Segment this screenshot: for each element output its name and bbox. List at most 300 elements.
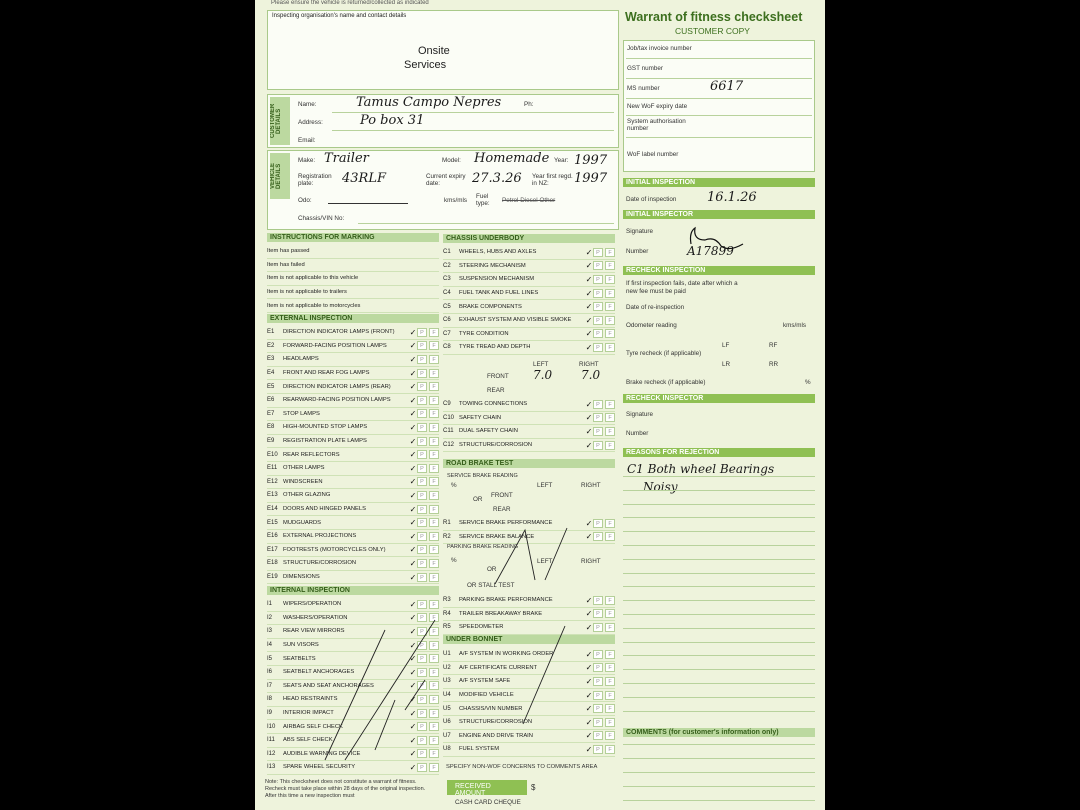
pass-fail-boxes[interactable] bbox=[593, 596, 615, 605]
item-label: SEATBELTS bbox=[283, 655, 316, 662]
check-row-e11 bbox=[267, 462, 439, 476]
pass-box[interactable]: P bbox=[417, 736, 427, 745]
check-row-e10 bbox=[267, 448, 439, 462]
item-label: HEAD RESTRAINTS bbox=[283, 696, 338, 703]
pass-tick-icon: ✓ bbox=[409, 327, 417, 337]
item-label: FUEL TANK AND FUEL LINES bbox=[459, 290, 539, 297]
fail-box[interactable]: F bbox=[605, 427, 615, 436]
pass-box[interactable]: P bbox=[417, 641, 427, 650]
pass-box[interactable]: P bbox=[417, 409, 427, 418]
fail-box[interactable]: F bbox=[429, 641, 439, 650]
pass-box[interactable]: P bbox=[593, 704, 603, 713]
pass-tick-icon: ✓ bbox=[409, 463, 417, 473]
fail-box[interactable]: F bbox=[429, 532, 439, 541]
fail-box[interactable]: F bbox=[605, 329, 615, 338]
pass-box[interactable]: P bbox=[417, 709, 427, 718]
item-label: DIRECTION INDICATOR LAMPS (REAR) bbox=[283, 383, 391, 390]
check-row-c9 bbox=[443, 398, 615, 412]
pass-box[interactable]: P bbox=[593, 596, 603, 605]
fail-box[interactable]: F bbox=[429, 355, 439, 364]
pass-box[interactable]: P bbox=[417, 722, 427, 731]
pass-box[interactable]: P bbox=[417, 573, 427, 582]
pass-fail-boxes[interactable] bbox=[417, 437, 439, 446]
pass-tick-icon: ✓ bbox=[409, 735, 417, 745]
item-label: SPARE WHEEL SECURITY bbox=[283, 764, 356, 771]
wof-checksheet bbox=[255, 0, 825, 810]
item-code: I12 bbox=[267, 750, 276, 757]
fail-box[interactable]: F bbox=[605, 677, 615, 686]
pass-fail-boxes[interactable] bbox=[593, 427, 615, 436]
ms-label: MS number bbox=[627, 85, 660, 92]
fail-box[interactable]: F bbox=[605, 650, 615, 659]
pass-box[interactable]: P bbox=[417, 396, 427, 405]
pass-box[interactable]: P bbox=[593, 677, 603, 686]
reasons-section: REASONS FOR REJECTION bbox=[623, 448, 815, 457]
item-code: R1 bbox=[443, 520, 451, 527]
pass-box[interactable]: P bbox=[593, 329, 603, 338]
pass-fail-boxes[interactable] bbox=[593, 400, 615, 409]
pass-fail-boxes[interactable] bbox=[593, 623, 615, 632]
firstreg-value: 1997 bbox=[574, 171, 608, 186]
fail-box[interactable]: F bbox=[429, 573, 439, 582]
item-label: WASHERS/OPERATION bbox=[283, 614, 348, 621]
date-value: 16.1.26 bbox=[707, 190, 757, 205]
pass-fail-boxes[interactable] bbox=[417, 450, 439, 459]
pass-box[interactable]: P bbox=[593, 532, 603, 541]
pass-box[interactable]: P bbox=[417, 681, 427, 690]
pass-fail-boxes[interactable] bbox=[417, 355, 439, 364]
recheck-number-label: Number bbox=[626, 430, 649, 437]
pass-fail-boxes[interactable] bbox=[417, 559, 439, 568]
pass-tick-icon: ✓ bbox=[409, 409, 417, 419]
service-left: LEFT bbox=[537, 482, 553, 489]
pass-box[interactable]: P bbox=[593, 745, 603, 754]
fail-box[interactable]: F bbox=[429, 409, 439, 418]
initial-inspector: INITIAL INSPECTOR bbox=[623, 210, 815, 219]
pass-tick-icon: ✓ bbox=[409, 626, 417, 636]
check-row-c8 bbox=[443, 341, 615, 355]
service-front: FRONT bbox=[491, 492, 513, 499]
check-row-e5 bbox=[267, 380, 439, 394]
tyre-lr: LR bbox=[722, 361, 731, 368]
pass-box[interactable]: P bbox=[417, 491, 427, 500]
item-code: E14 bbox=[267, 506, 278, 513]
pass-fail-boxes[interactable] bbox=[593, 413, 615, 422]
instruction-label: Item is not applicable to this vehicle bbox=[267, 275, 359, 282]
fail-box[interactable]: F bbox=[429, 518, 439, 527]
pass-box[interactable]: P bbox=[417, 749, 427, 758]
pass-box[interactable]: P bbox=[417, 545, 427, 554]
check-row-e14 bbox=[267, 503, 439, 517]
fail-box[interactable]: F bbox=[429, 545, 439, 554]
vehicle-details bbox=[267, 150, 619, 230]
gst-label: GST number bbox=[627, 65, 663, 72]
check-row-e13 bbox=[267, 489, 439, 503]
pass-tick-icon: ✓ bbox=[409, 341, 417, 351]
pass-box[interactable]: P bbox=[417, 382, 427, 391]
item-code: R2 bbox=[443, 533, 451, 540]
pass-tick-icon: ✓ bbox=[585, 595, 593, 605]
pass-fail-boxes[interactable] bbox=[593, 343, 615, 352]
pass-fail-boxes[interactable] bbox=[593, 704, 615, 713]
fail-box[interactable]: F bbox=[605, 441, 615, 450]
pass-fail-boxes[interactable] bbox=[417, 532, 439, 541]
item-label: TYRE TREAD AND DEPTH bbox=[459, 344, 531, 351]
pass-fail-boxes[interactable] bbox=[417, 477, 439, 486]
pass-box[interactable]: P bbox=[593, 275, 603, 284]
fail-box[interactable]: F bbox=[605, 718, 615, 727]
pass-fail-boxes[interactable] bbox=[593, 663, 615, 672]
pass-fail-boxes[interactable] bbox=[593, 248, 615, 257]
check-row-c2 bbox=[443, 260, 615, 274]
fail-box[interactable]: F bbox=[605, 289, 615, 298]
pass-box[interactable]: P bbox=[593, 623, 603, 632]
item-label: REGISTRATION PLATE LAMPS bbox=[283, 438, 367, 445]
parking-or: OR bbox=[487, 566, 497, 573]
pass-fail-boxes[interactable] bbox=[593, 718, 615, 727]
item-code: I4 bbox=[267, 642, 273, 649]
fail-box[interactable]: F bbox=[429, 328, 439, 337]
item-code: C11 bbox=[443, 428, 454, 435]
fail-box[interactable]: F bbox=[605, 400, 615, 409]
pass-box[interactable]: P bbox=[593, 261, 603, 270]
pass-fail-boxes[interactable] bbox=[593, 441, 615, 450]
fail-box[interactable]: F bbox=[429, 600, 439, 609]
job-label: Job/tax invoice number bbox=[627, 45, 692, 52]
tyre-rr: RR bbox=[769, 361, 779, 368]
pass-box[interactable]: P bbox=[417, 328, 427, 337]
fail-box[interactable]: F bbox=[429, 695, 439, 704]
pass-box[interactable]: P bbox=[593, 609, 603, 618]
pass-tick-icon: ✓ bbox=[585, 440, 593, 450]
pass-fail-boxes[interactable] bbox=[593, 289, 615, 298]
pass-box[interactable]: P bbox=[593, 519, 603, 528]
fail-box[interactable]: F bbox=[429, 341, 439, 350]
fail-box[interactable]: F bbox=[605, 596, 615, 605]
pass-box[interactable]: P bbox=[417, 464, 427, 473]
item-label: CHASSIS/VIN NUMBER bbox=[459, 705, 523, 712]
fail-box[interactable]: F bbox=[605, 316, 615, 325]
fail-box[interactable]: F bbox=[605, 248, 615, 257]
pass-box[interactable]: P bbox=[593, 302, 603, 311]
pass-box[interactable]: P bbox=[417, 341, 427, 350]
pass-box[interactable]: P bbox=[417, 532, 427, 541]
initial-section: INITIAL INSPECTION bbox=[623, 178, 815, 187]
item-label: A/F SYSTEM SAFE bbox=[459, 678, 511, 685]
org-box bbox=[267, 10, 619, 90]
pass-tick-icon: ✓ bbox=[409, 477, 417, 487]
expiry-value: 27.3.26 bbox=[472, 171, 522, 186]
item-label: FOOTRESTS (MOTORCYCLES ONLY) bbox=[283, 546, 386, 553]
pass-fail-boxes[interactable] bbox=[417, 464, 439, 473]
item-label: SEATBELT ANCHORAGES bbox=[283, 669, 355, 676]
pass-tick-icon: ✓ bbox=[585, 609, 593, 619]
sys-label: System authorisation number bbox=[627, 118, 686, 132]
pass-tick-icon: ✓ bbox=[585, 690, 593, 700]
item-code: U1 bbox=[443, 651, 451, 658]
item-code: E17 bbox=[267, 546, 278, 553]
fail-box[interactable]: F bbox=[605, 275, 615, 284]
pass-fail-boxes[interactable] bbox=[417, 505, 439, 514]
check-row-e17 bbox=[267, 544, 439, 558]
pass-tick-icon: ✓ bbox=[409, 382, 417, 392]
pass-box[interactable]: P bbox=[593, 691, 603, 700]
item-code: E19 bbox=[267, 574, 278, 581]
payment-methods[interactable]: CASH CARD CHEQUE bbox=[455, 799, 521, 806]
service-brake-reading: SERVICE BRAKE READING bbox=[447, 473, 518, 479]
pass-box[interactable]: P bbox=[593, 413, 603, 422]
fail-box[interactable]: F bbox=[429, 369, 439, 378]
pass-box[interactable]: P bbox=[417, 613, 427, 622]
fail-box[interactable]: F bbox=[605, 532, 615, 541]
pass-box[interactable]: P bbox=[417, 668, 427, 677]
pass-fail-boxes[interactable] bbox=[593, 519, 615, 528]
check-row-e19 bbox=[267, 571, 439, 585]
fail-box[interactable]: F bbox=[605, 343, 615, 352]
pass-tick-icon: ✓ bbox=[585, 315, 593, 325]
tyre-lf: LF bbox=[722, 342, 730, 349]
fail-box[interactable]: F bbox=[605, 691, 615, 700]
check-row-r3 bbox=[443, 594, 615, 608]
pass-tick-icon: ✓ bbox=[409, 436, 417, 446]
item-code: C3 bbox=[443, 276, 451, 283]
pass-tick-icon: ✓ bbox=[585, 302, 593, 312]
item-label: FRONT AND REAR FOG LAMPS bbox=[283, 370, 370, 377]
pass-fail-boxes[interactable] bbox=[593, 650, 615, 659]
pass-tick-icon: ✓ bbox=[409, 518, 417, 528]
check-row-e9 bbox=[267, 435, 439, 449]
pass-box[interactable]: P bbox=[593, 316, 603, 325]
item-label: A/F SYSTEM IN WORKING ORDER bbox=[459, 651, 554, 658]
inspector-signature bbox=[685, 222, 755, 262]
item-label: HIGH-MOUNTED STOP LAMPS bbox=[283, 424, 368, 431]
pass-fail-boxes[interactable] bbox=[417, 369, 439, 378]
item-label: BRAKE COMPONENTS bbox=[459, 303, 522, 310]
fail-box[interactable]: F bbox=[429, 668, 439, 677]
item-label: DIMENSIONS bbox=[283, 574, 320, 581]
item-label: SUSPENSION MECHANISM bbox=[459, 276, 535, 283]
item-label: TYRE CONDITION bbox=[459, 330, 509, 337]
pass-box[interactable]: P bbox=[593, 427, 603, 436]
pass-tick-icon: ✓ bbox=[409, 749, 417, 759]
pass-fail-boxes[interactable] bbox=[593, 677, 615, 686]
pass-fail-boxes[interactable] bbox=[593, 731, 615, 740]
item-code: E10 bbox=[267, 451, 278, 458]
pass-fail-boxes[interactable] bbox=[593, 691, 615, 700]
pass-box[interactable]: P bbox=[417, 518, 427, 527]
pass-tick-icon: ✓ bbox=[409, 395, 417, 405]
fail-box[interactable]: F bbox=[429, 450, 439, 459]
pass-box[interactable]: P bbox=[593, 650, 603, 659]
pass-fail-boxes[interactable] bbox=[417, 600, 439, 609]
fail-box[interactable]: F bbox=[429, 709, 439, 718]
pass-box[interactable]: P bbox=[417, 627, 427, 636]
fail-box[interactable]: F bbox=[605, 704, 615, 713]
pass-box[interactable]: P bbox=[417, 600, 427, 609]
tread-rear-label: REAR bbox=[487, 387, 505, 394]
fail-box[interactable]: F bbox=[429, 763, 439, 772]
item-code: I11 bbox=[267, 737, 275, 744]
pass-fail-boxes[interactable] bbox=[593, 329, 615, 338]
pass-fail-boxes[interactable] bbox=[417, 545, 439, 554]
check-row-e3 bbox=[267, 353, 439, 367]
pass-fail-boxes[interactable] bbox=[593, 609, 615, 618]
item-code: E8 bbox=[267, 424, 275, 431]
pass-box[interactable]: P bbox=[417, 505, 427, 514]
pass-tick-icon: ✓ bbox=[585, 663, 593, 673]
item-label: WIPERS/OPERATION bbox=[283, 601, 342, 608]
pass-box[interactable]: P bbox=[593, 731, 603, 740]
fail-box[interactable]: F bbox=[605, 302, 615, 311]
fail-box[interactable]: F bbox=[605, 623, 615, 632]
fail-box[interactable]: F bbox=[429, 491, 439, 500]
item-code: C7 bbox=[443, 330, 451, 337]
item-code: C12 bbox=[443, 442, 455, 449]
item-code: E7 bbox=[267, 410, 275, 417]
pass-fail-boxes[interactable] bbox=[593, 302, 615, 311]
pass-fail-boxes[interactable] bbox=[593, 316, 615, 325]
pass-fail-boxes[interactable] bbox=[417, 409, 439, 418]
vehicle-section: VEHICLE DETAILS bbox=[270, 153, 290, 199]
item-code: C9 bbox=[443, 401, 451, 408]
item-code: C5 bbox=[443, 303, 451, 310]
pass-box[interactable]: P bbox=[417, 763, 427, 772]
tread-right-label: RIGHT bbox=[579, 361, 599, 368]
pass-fail-boxes[interactable] bbox=[593, 261, 615, 270]
pass-fail-boxes[interactable] bbox=[417, 382, 439, 391]
item-code: U2 bbox=[443, 664, 451, 671]
check-row-c7 bbox=[443, 328, 615, 342]
fail-box[interactable]: F bbox=[429, 736, 439, 745]
fail-box[interactable]: F bbox=[429, 559, 439, 568]
admin-fields bbox=[623, 40, 815, 172]
pass-fail-boxes[interactable] bbox=[417, 423, 439, 432]
pass-box[interactable]: P bbox=[417, 369, 427, 378]
check-row-c5 bbox=[443, 300, 615, 314]
pass-fail-boxes[interactable] bbox=[593, 745, 615, 754]
header-note: Please ensure the vehicle is returned/collected as indicated bbox=[271, 0, 429, 6]
fail-box[interactable]: F bbox=[429, 423, 439, 432]
pass-fail-boxes[interactable] bbox=[417, 491, 439, 500]
fail-box[interactable]: F bbox=[429, 382, 439, 391]
fail-box[interactable]: F bbox=[429, 627, 439, 636]
fail-box[interactable]: F bbox=[429, 437, 439, 446]
item-code: I7 bbox=[267, 682, 273, 689]
pass-fail-boxes[interactable] bbox=[417, 518, 439, 527]
model-label: Model: bbox=[442, 157, 461, 164]
odometer-label: Odometer reading bbox=[626, 322, 677, 329]
pass-box[interactable]: P bbox=[593, 718, 603, 727]
pass-fail-boxes[interactable] bbox=[417, 328, 439, 337]
instruction-row bbox=[267, 272, 439, 286]
fail-box[interactable]: F bbox=[429, 464, 439, 473]
check-row-e4 bbox=[267, 367, 439, 381]
pass-box[interactable]: P bbox=[593, 289, 603, 298]
item-label: DIRECTION INDICATOR LAMPS (FRONT) bbox=[283, 329, 395, 336]
pass-tick-icon: ✓ bbox=[409, 504, 417, 514]
pass-box[interactable]: P bbox=[593, 248, 603, 257]
chassis-label: Chassis/VIN No: bbox=[298, 215, 345, 222]
pass-box[interactable]: P bbox=[417, 355, 427, 364]
fail-box[interactable]: F bbox=[605, 261, 615, 270]
pass-box[interactable]: P bbox=[593, 343, 603, 352]
pass-box[interactable]: P bbox=[593, 663, 603, 672]
item-code: I9 bbox=[267, 710, 273, 717]
check-row-e12 bbox=[267, 476, 439, 490]
fail-box[interactable]: F bbox=[429, 681, 439, 690]
item-code: E11 bbox=[267, 465, 278, 472]
fail-box[interactable]: F bbox=[429, 477, 439, 486]
item-code: E2 bbox=[267, 342, 275, 349]
pass-box[interactable]: P bbox=[417, 437, 427, 446]
address-value: Po box 31 bbox=[360, 113, 425, 128]
pass-fail-boxes[interactable] bbox=[593, 532, 615, 541]
pass-box[interactable]: P bbox=[417, 654, 427, 663]
fail-box[interactable]: F bbox=[429, 654, 439, 663]
pass-box[interactable]: P bbox=[593, 400, 603, 409]
fail-box[interactable]: F bbox=[429, 749, 439, 758]
fail-box[interactable]: F bbox=[605, 413, 615, 422]
pass-box[interactable]: P bbox=[417, 477, 427, 486]
item-code: U7 bbox=[443, 732, 451, 739]
pass-tick-icon: ✓ bbox=[409, 654, 417, 664]
pass-box[interactable]: P bbox=[417, 450, 427, 459]
fail-box[interactable]: F bbox=[605, 731, 615, 740]
item-label: AIRBAG SELF CHECK bbox=[283, 723, 343, 730]
pass-tick-icon: ✓ bbox=[585, 399, 593, 409]
item-label: FORWARD-FACING POSITION LAMPS bbox=[283, 342, 387, 349]
item-code: C8 bbox=[443, 344, 451, 351]
fail-box[interactable]: F bbox=[605, 519, 615, 528]
pass-box[interactable]: P bbox=[593, 441, 603, 450]
pass-box[interactable]: P bbox=[417, 559, 427, 568]
pass-fail-boxes[interactable] bbox=[417, 396, 439, 405]
pass-tick-icon: ✓ bbox=[585, 717, 593, 727]
phone-label: Ph: bbox=[524, 101, 534, 108]
fail-box[interactable]: F bbox=[605, 663, 615, 672]
fail-box[interactable]: F bbox=[605, 745, 615, 754]
pass-fail-boxes[interactable] bbox=[417, 573, 439, 582]
fail-box[interactable]: F bbox=[605, 609, 615, 618]
pass-box[interactable]: P bbox=[417, 695, 427, 704]
fail-box[interactable]: F bbox=[429, 722, 439, 731]
item-label: FUEL SYSTEM bbox=[459, 746, 500, 753]
item-code: I1 bbox=[267, 601, 273, 608]
pass-tick-icon: ✓ bbox=[409, 708, 417, 718]
pass-fail-boxes[interactable] bbox=[593, 275, 615, 284]
check-row-e18 bbox=[267, 557, 439, 571]
instruction-row bbox=[267, 286, 439, 300]
pass-box[interactable]: P bbox=[417, 423, 427, 432]
pass-fail-boxes[interactable] bbox=[417, 341, 439, 350]
email-label: Email: bbox=[298, 137, 316, 144]
check-row-u7 bbox=[443, 730, 615, 744]
item-label: REAR REFLECTORS bbox=[283, 451, 340, 458]
fail-box[interactable]: F bbox=[429, 613, 439, 622]
item-code: E3 bbox=[267, 356, 275, 363]
check-row-e16 bbox=[267, 530, 439, 544]
fail-box[interactable]: F bbox=[429, 505, 439, 514]
model-value: Homemade bbox=[474, 151, 550, 166]
name-label: Name: bbox=[298, 101, 317, 108]
odometer-unit: kms/mls bbox=[783, 322, 807, 329]
chassis-section: CHASSIS UNDERBODY bbox=[443, 234, 615, 243]
item-label: INTERIOR IMPACT bbox=[283, 710, 334, 717]
pass-tick-icon: ✓ bbox=[585, 329, 593, 339]
external-section: EXTERNAL INSPECTION bbox=[267, 314, 439, 323]
fail-box[interactable]: F bbox=[429, 396, 439, 405]
service-right: RIGHT bbox=[581, 482, 601, 489]
